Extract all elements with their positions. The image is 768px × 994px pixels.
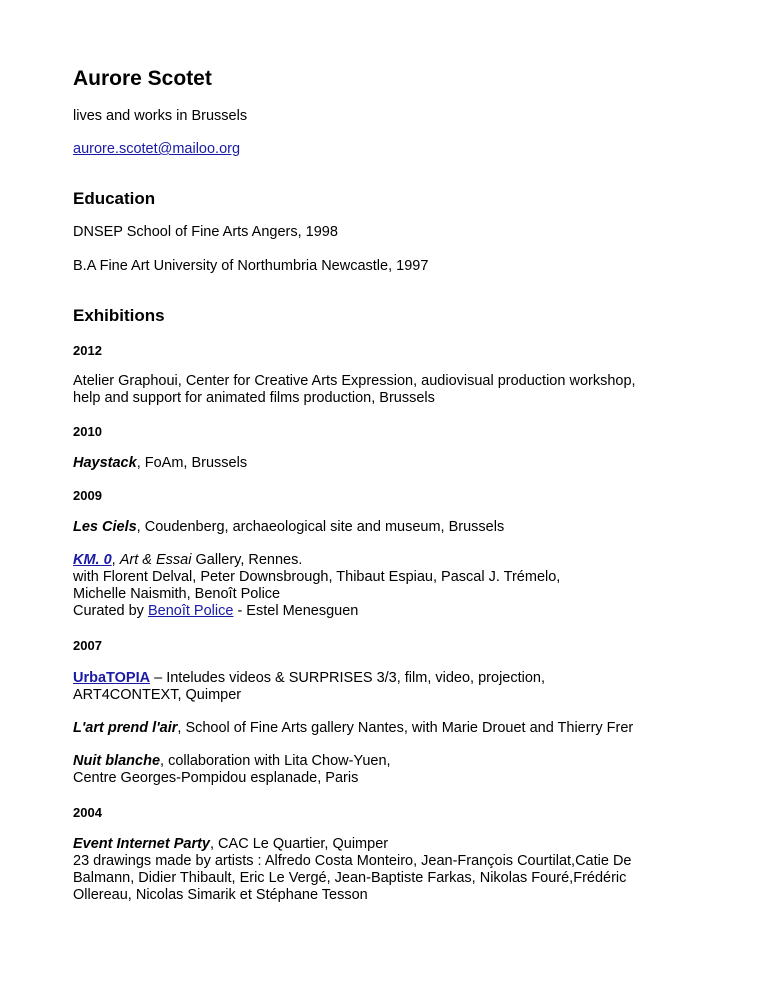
education-item: B.A Fine Art University of Northumbria Newcastle, 1997 — [73, 258, 429, 274]
exhibition-line — [73, 552, 302, 569]
exhibition-details: Gallery, Rennes. — [191, 552, 303, 568]
exhibition-details: , Coudenberg, archaeological site and museum, Brussels — [136, 519, 505, 535]
exhibition-line — [73, 720, 633, 737]
year-heading: 2010 — [73, 424, 102, 439]
email-link[interactable]: aurore.scotet@mailoo.org — [73, 141, 241, 157]
exhibition-line — [73, 519, 504, 536]
exhibition-line — [73, 836, 388, 853]
exhibition-title: L'art prend l'air — [73, 720, 178, 736]
exhibition-details: , School of Fine Arts gallery Nantes, with Marie Drouet and Thierry Frer — [177, 720, 634, 736]
year-heading: 2004 — [73, 805, 102, 820]
education-item: DNSEP School of Fine Arts Angers, 1998 — [73, 224, 338, 240]
email-line — [73, 141, 240, 158]
exhibition-line: Ollereau, Nicolas Simarik et Stéphane Tesson — [73, 887, 368, 903]
exhibition-line: Atelier Graphoui, Center for Creative Arts Expression, audiovisual production workshop, — [73, 373, 636, 389]
curated-prefix: Curated by — [73, 603, 148, 619]
exhibition-line: ART4CONTEXT, Quimper — [73, 687, 242, 703]
km0-link[interactable]: KM. 0 — [73, 552, 112, 568]
curated-suffix: - Estel Menesguen — [233, 603, 359, 619]
exhibition-line — [73, 753, 391, 770]
artist-name: Aurore Scotet — [73, 67, 212, 90]
urbatopia-link[interactable]: UrbaTOPIA — [73, 670, 151, 686]
education-heading: Education — [73, 189, 156, 208]
exhibition-line: help and support for animated films production, Brussels — [73, 390, 435, 406]
year-heading: 2012 — [73, 343, 102, 358]
exhibition-line — [73, 455, 247, 472]
exhibition-details: , collaboration with Lita Chow-Yuen, — [160, 753, 391, 769]
exhibition-details: , CAC Le Quartier, Quimper — [210, 836, 389, 852]
exhibition-title: Event Internet Party — [73, 836, 210, 852]
exhibition-title: Haystack — [73, 455, 137, 471]
exhibitions-heading: Exhibitions — [73, 306, 165, 325]
exhibition-line: Balmann, Didier Thibault, Eric Le Vergé, Jean-Baptiste Farkas, Nikolas Fouré,Frédéric — [73, 870, 627, 886]
venue-name: Art & Essai — [119, 552, 192, 568]
separator: , — [111, 552, 120, 568]
exhibition-details: – Inteludes videos & SURPRISES 3/3, film, video, projection, — [150, 670, 546, 686]
curator-link[interactable]: Benoît Police — [147, 603, 234, 619]
year-heading: 2007 — [73, 638, 102, 653]
exhibition-line: Michelle Naismith, Benoît Police — [73, 586, 281, 602]
exhibition-details: , FoAm, Brussels — [136, 455, 248, 471]
location-text: lives and works in Brussels — [73, 108, 248, 124]
exhibition-title: Les Ciels — [73, 519, 137, 535]
exhibition-line: Centre Georges-Pompidou esplanade, Paris — [73, 770, 359, 786]
exhibition-title: Nuit blanche — [73, 753, 161, 769]
exhibition-line — [73, 603, 358, 620]
year-heading: 2009 — [73, 488, 102, 503]
exhibition-line — [73, 670, 545, 687]
exhibition-line: 23 drawings made by artists : Alfredo Costa Monteiro, Jean-François Courtilat,Catie De — [73, 853, 632, 869]
exhibition-line: with Florent Delval, Peter Downsbrough, Thibaut Espiau, Pascal J. Trémelo, — [73, 569, 561, 585]
